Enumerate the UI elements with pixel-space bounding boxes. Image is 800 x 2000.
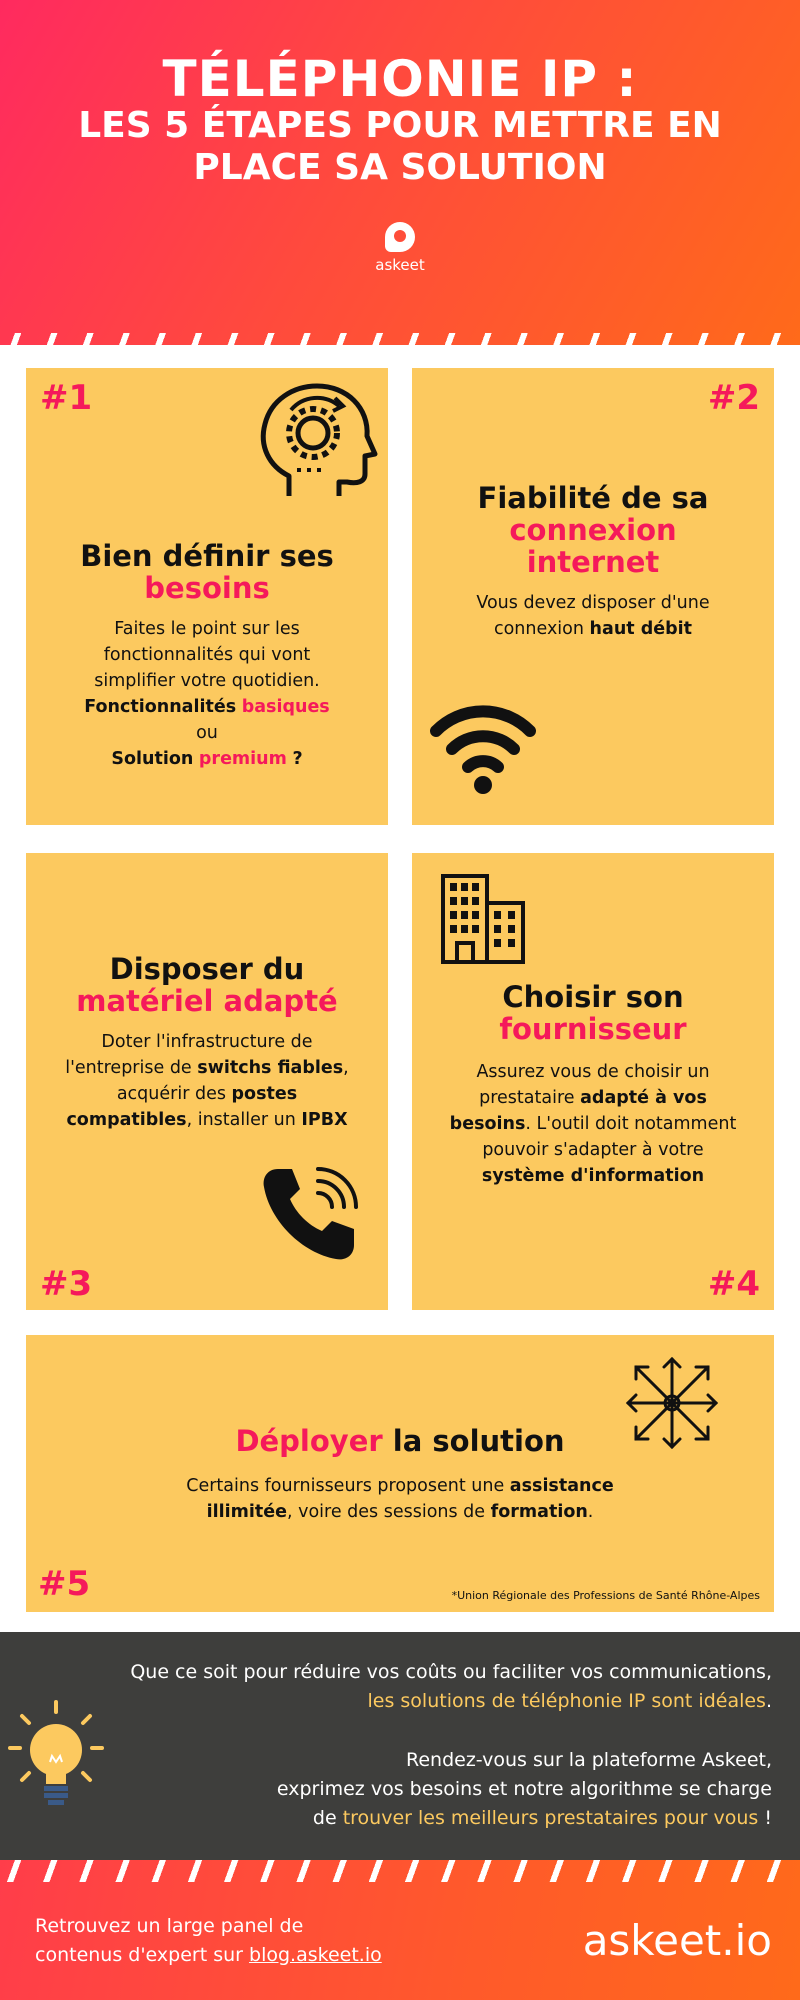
plain-text: ! [764, 1807, 772, 1829]
step-card-3 [26, 853, 388, 1310]
plain-text: contenus d'expert sur [35, 1944, 243, 1966]
bold-text: haut débit [589, 619, 693, 639]
cta-text-1 [130, 1658, 772, 1716]
step-title [412, 981, 774, 1045]
bold-text: adapté à vos [580, 1088, 707, 1108]
text-line: Faites le point sur les [114, 619, 300, 639]
page-subtitle [0, 105, 800, 189]
highlight-text: premium [198, 749, 287, 769]
text-line: ou [196, 723, 218, 743]
bold-text: ? [292, 749, 303, 769]
plain-text: l'entreprise de [65, 1058, 192, 1078]
plain-text: Certains fournisseurs proposent une [186, 1476, 505, 1496]
step-title [26, 540, 388, 604]
step-number: #2 [707, 378, 760, 418]
bold-text: système d'information [481, 1166, 705, 1186]
bold-text: postes [231, 1084, 298, 1104]
subtitle-line-2: PLACE SA SOLUTION [193, 147, 607, 188]
step-title-highlight: Déployer [235, 1424, 383, 1458]
text-line [46, 1055, 368, 1081]
bold-text: illimitée [206, 1502, 287, 1522]
step-number: #3 [40, 1264, 93, 1304]
parrot-logo-icon [385, 222, 415, 252]
text-line [46, 1473, 754, 1499]
text-line [46, 1081, 368, 1107]
bold-text: IPBX [301, 1110, 348, 1130]
wifi-icon [430, 701, 536, 797]
header-banner [0, 0, 800, 345]
step-number: #4 [707, 1264, 760, 1304]
text-line [46, 1107, 368, 1133]
text-line [432, 1163, 754, 1189]
text-line: simplifier votre quotidien. [94, 671, 320, 691]
bold-text: besoins [449, 1114, 526, 1134]
lightbulb-icon [8, 1700, 104, 1812]
step-title [26, 1425, 774, 1457]
text-line: Doter l'infrastructure de [101, 1032, 313, 1052]
step-description [432, 590, 754, 642]
plain-text: , voire des sessions de [286, 1502, 486, 1522]
step-title-line-1: Choisir son [502, 980, 684, 1014]
plain-text: acquérir des [116, 1084, 226, 1104]
bold-text: formation [490, 1502, 588, 1522]
step-title-line-2: matériel adapté [76, 984, 338, 1018]
step-description [432, 1059, 754, 1189]
text-line [35, 1941, 382, 1970]
footer-text [35, 1912, 382, 1970]
text-line: Vous devez disposer d'une [476, 593, 710, 613]
step-number: #5 [38, 1564, 91, 1604]
step-title-line-1: Disposer du [109, 952, 305, 986]
plain-text: . L'outil doit notamment [525, 1114, 737, 1134]
stripe-divider-bottom [0, 1860, 800, 1882]
plain-text: de [312, 1807, 337, 1829]
bold-text: assistance [509, 1476, 614, 1496]
step-title-line-3: internet [526, 545, 660, 579]
text-line: Retrouvez un large panel de [35, 1915, 304, 1937]
step-title-line-1: Bien définir ses [80, 539, 334, 573]
plain-text: prestataire [479, 1088, 575, 1108]
bold-text: switchs fiables [197, 1058, 344, 1078]
step-card-5 [26, 1335, 774, 1612]
text-line [46, 746, 368, 772]
logo-text: askeet [375, 256, 425, 274]
text-line: pouvoir s'adapter à votre [482, 1140, 704, 1160]
text-line [46, 1499, 754, 1525]
text-line: fonctionnalités qui vont [103, 645, 311, 665]
bold-text: Fonctionnalités [84, 697, 237, 717]
cta-band [0, 1632, 800, 1860]
head-gear-icon [251, 378, 379, 508]
plain-text: , installer un [186, 1110, 296, 1130]
page-title: TÉLÉPHONIE IP : [162, 50, 638, 108]
step-description [46, 1029, 368, 1133]
text-line [130, 1687, 772, 1716]
cta-text-2 [277, 1746, 772, 1833]
highlight-text: basiques [241, 697, 330, 717]
text-line [46, 694, 368, 720]
bold-text: compatibles [66, 1110, 187, 1130]
highlight-text: les solutions de téléphonie IP sont idéales [367, 1690, 766, 1712]
step-title-line-2: fournisseur [499, 1012, 687, 1046]
step-title-rest: la solution [392, 1424, 565, 1458]
plain-text: connexion [493, 619, 584, 639]
plain-text: . [765, 1690, 772, 1712]
step-title-line-2: besoins [144, 571, 270, 605]
stripe-divider-top [0, 333, 800, 355]
step-number: #1 [40, 378, 93, 418]
step-description [46, 1473, 754, 1525]
step-title-line-2: connexion [509, 513, 677, 547]
text-line: Rendez-vous sur la plateforme Askeet, [406, 1749, 772, 1771]
bold-text: Solution [111, 749, 194, 769]
step-title-line-1: Fiabilité de sa [477, 481, 709, 515]
text-line: exprimez vos besoins et notre algorithme se charge [276, 1778, 772, 1800]
step-card-1 [26, 368, 388, 825]
footer-brand[interactable]: askeet.io [582, 1916, 772, 1965]
highlight-text: trouver les meilleurs prestataires pour vous [342, 1807, 759, 1829]
step-description [46, 616, 368, 772]
text-line [277, 1804, 772, 1833]
plain-text: . [587, 1502, 594, 1522]
step-card-2 [412, 368, 774, 825]
text-line: Assurez vous de choisir un [476, 1062, 710, 1082]
step-card-4 [412, 853, 774, 1310]
text-line [432, 1085, 754, 1111]
step-title [26, 953, 388, 1017]
text-line [432, 1111, 754, 1137]
footnote: *Union Régionale des Professions de Santé Rhône-Alpes [451, 1589, 760, 1602]
plain-text: , [343, 1058, 349, 1078]
text-line: Que ce soit pour réduire vos coûts ou faciliter vos communications, [130, 1661, 772, 1683]
blog-link[interactable]: blog.askeet.io [249, 1944, 382, 1966]
askeet-logo[interactable] [360, 222, 440, 274]
phone-icon [260, 1165, 360, 1265]
subtitle-line-1: LES 5 ÉTAPES POUR METTRE EN [78, 105, 722, 146]
building-icon [440, 873, 526, 965]
text-line [432, 616, 754, 642]
step-title [412, 482, 774, 578]
